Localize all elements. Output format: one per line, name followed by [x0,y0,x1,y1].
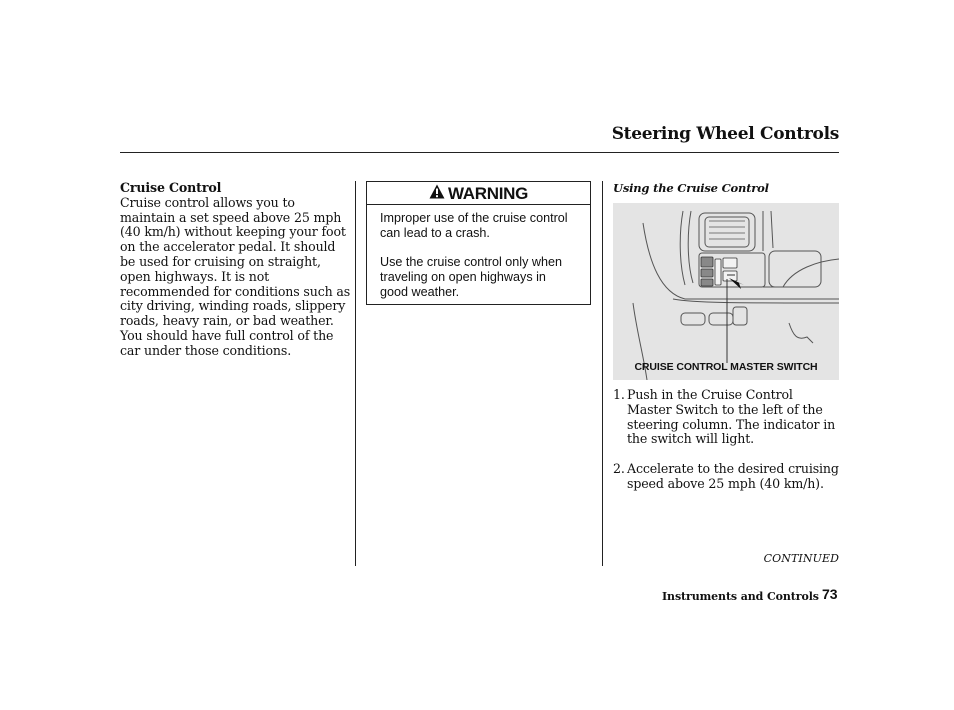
section-heading: Cruise Control [120,180,222,195]
step-number: 1. [613,387,625,402]
warning-box [366,181,591,305]
step-item [613,462,839,492]
title-rule [120,152,839,153]
section-body: Cruise control allows you to maintain a set speed above 25 mph (40 km/h) without keeping your foot on the accelerator pedal. It should be used for cruising on straight, open highways. It is not recommended for conditions such as city driving, winding roads, slippery roads, heavy rain, or bad weather. You should have full control of the car under those conditions. [120,194,351,358]
warning-text-1: Improper use of the cruise control can lead to a crash. [380,211,568,240]
continued-note: CONTINUED [763,552,839,565]
column-divider-right [602,181,603,566]
footer-section-name: Instruments and Controls [662,590,819,603]
warning-text-2: Use the cruise control only when traveling on open highways in good weather. [380,255,563,299]
step-item [613,388,839,447]
step-number: 2. [613,461,625,477]
dashboard-drawing [613,203,839,380]
cruise-switch-illustration [613,203,839,380]
steps-list [613,388,839,507]
figure-caption: Using the Cruise Control [613,181,769,195]
figure-label: CRUISE CONTROL MASTER SWITCH [634,361,818,373]
step-text: Push in the Cruise Control Master Switch to the left of the steering column. The indicator in the switch will light. [627,387,836,447]
step-text: Accelerate to the desired cruising speed above 25 mph (40 km/h). [627,461,839,491]
warning-header [367,182,590,205]
column-divider-left [355,181,356,566]
warning-triangle-icon [429,184,445,203]
warning-title: WARNING [447,183,529,203]
cruise-control-section [120,181,352,359]
page-title: Steering Wheel Controls [611,124,839,144]
warning-body [367,205,590,300]
page-number: 73 [822,586,838,602]
